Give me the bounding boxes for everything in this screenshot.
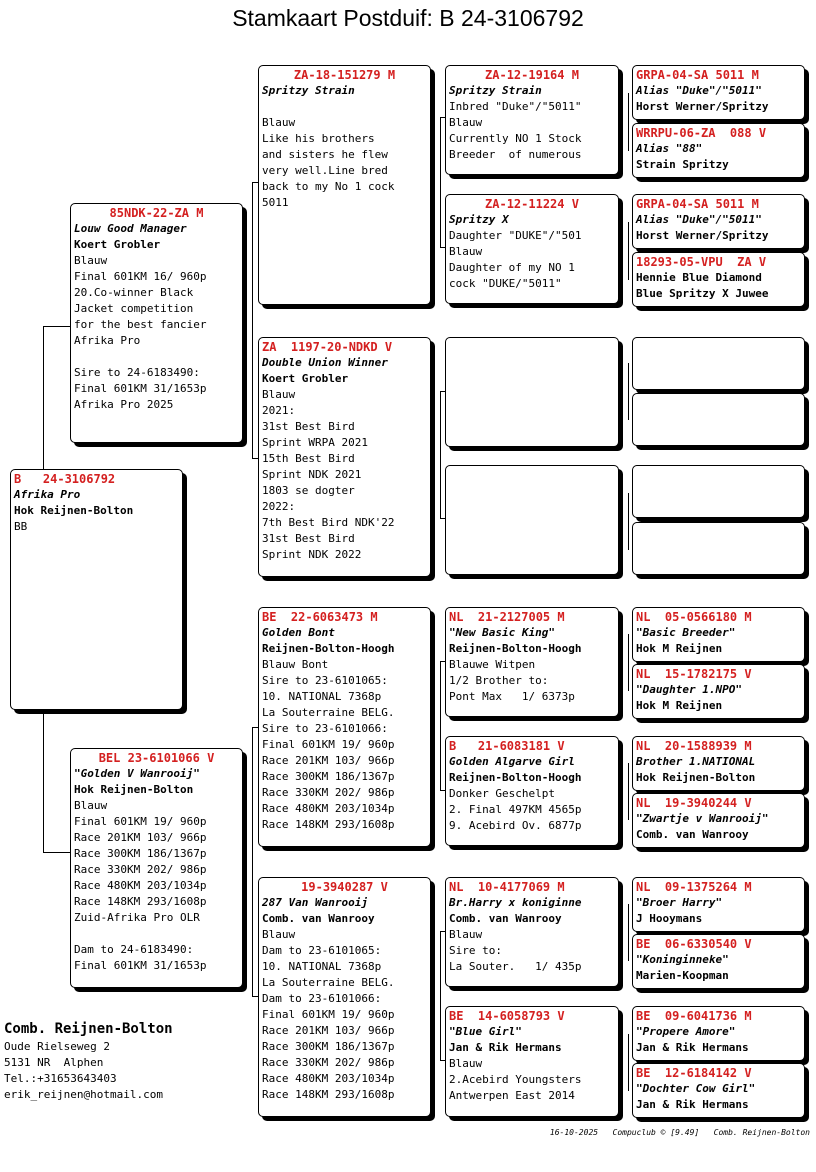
detail-line: and sisters he flew xyxy=(262,148,388,161)
pigeon-name: Afrika Pro xyxy=(14,488,81,501)
connector xyxy=(628,222,629,280)
owner: Horst Werner/Spritzy xyxy=(636,100,769,113)
detail-line: Sire to: xyxy=(449,944,502,957)
connector xyxy=(628,634,629,691)
owner: Reijnen-Bolton-Hoogh xyxy=(449,642,582,655)
detail-line: Blauw xyxy=(262,388,296,401)
detail-line: Blue Spritzy X Juwee xyxy=(636,287,769,300)
detail-line: Race 480KM 203/1034p xyxy=(262,1072,395,1085)
owner: Jan & Rik Hermans xyxy=(449,1041,562,1054)
pigeon-card-sire[interactable] xyxy=(70,203,243,443)
detail-line: Blauw xyxy=(449,928,483,941)
detail-line: Blauw xyxy=(262,116,296,129)
owner: Hennie Blue Diamond xyxy=(636,271,762,284)
breeder-name: Comb. Reijnen-Bolton xyxy=(4,1021,173,1037)
detail-line: Jacket competition xyxy=(74,302,194,315)
connector xyxy=(628,763,629,820)
detail-line: Blauw xyxy=(449,1057,483,1070)
ring-number: ZA-12-11224 V xyxy=(485,197,579,211)
ring-number: NL 19-3940244 V xyxy=(636,796,752,810)
detail-line: Pont Max 1/ 6373p xyxy=(449,690,575,703)
pigeon-card-sire-sire-sire[interactable] xyxy=(445,65,619,175)
detail-line: La Souterraine BELG. xyxy=(262,976,395,989)
connector xyxy=(43,852,70,853)
pigeon-card-gen5[interactable] xyxy=(632,664,805,719)
detail-line: Daughter of my NO 1 xyxy=(449,261,575,274)
ring-number: BE 14-6058793 V xyxy=(449,1009,565,1023)
detail-line: Race 480KM 203/1034p xyxy=(74,879,207,892)
detail-line: 10. NATIONAL 7368p xyxy=(262,960,382,973)
pigeon-name: "Zwartje v Wanrooij" xyxy=(636,812,769,825)
owner: Strain Spritzy xyxy=(636,158,729,171)
pigeon-card-dam-dam[interactable] xyxy=(258,877,431,1117)
detail-line: Afrika Pro xyxy=(74,334,141,347)
connector xyxy=(628,904,629,961)
pigeon-card-subject[interactable] xyxy=(10,469,183,710)
connector xyxy=(43,326,44,469)
detail-line: very well.Line bred xyxy=(262,164,388,177)
pigeon-name: "Daughter 1.NPO" xyxy=(636,683,742,696)
owner: Hok M Reijnen xyxy=(636,642,723,655)
footer-text: 16-10-2025 Compuclub © [9.49] Comb. Reijnen-Bolton xyxy=(549,1128,810,1137)
detail-line: Race 201KM 103/ 966p xyxy=(262,1024,395,1037)
pigeon-name: Golden Algarve Girl xyxy=(449,755,575,768)
detail-line: La Souter. 1/ 435p xyxy=(449,960,582,973)
owner: Marien-Koopman xyxy=(636,969,729,982)
detail-line: Zuid-Afrika Pro OLR xyxy=(74,911,200,924)
ring-number: ZA-12-19164 M xyxy=(485,68,579,82)
ring-number: NL 09-1375264 M xyxy=(636,880,752,894)
pigeon-name: Alias "88" xyxy=(636,142,703,155)
detail-line: 1803 se dogter xyxy=(262,484,355,497)
pigeon-card-gen5[interactable] xyxy=(632,877,805,932)
ring-number: GRPA-04-SA 5011 M xyxy=(636,68,759,82)
pigeon-card-gen5[interactable] xyxy=(632,1063,805,1118)
ring-number: BEL 23-6101066 V xyxy=(98,751,215,765)
detail-line: 5011 xyxy=(262,196,289,209)
detail-line: Blauwe Witpen xyxy=(449,658,536,671)
pigeon-card-dam-dam-sire[interactable] xyxy=(445,877,619,987)
ring-number: GRPA-04-SA 5011 M xyxy=(636,197,759,211)
ring-number: WRRPU-06-ZA 088 V xyxy=(636,126,767,140)
pigeon-card-dam-sire-sire[interactable] xyxy=(445,607,619,717)
detail-line: Sprint NDK 2021 xyxy=(262,468,362,481)
detail-line: 31st Best Bird xyxy=(262,532,355,545)
detail-line: Afrika Pro 2025 xyxy=(74,398,174,411)
connector xyxy=(440,391,441,519)
pigeon-card-empty[interactable] xyxy=(445,465,619,575)
owner: Daughter "DUKE"/"501 xyxy=(449,229,582,242)
owner: Hok Reijnen-Bolton xyxy=(636,771,756,784)
pigeon-name: "Golden V Wanrooij" xyxy=(74,767,200,780)
pigeon-name: "New Basic King" xyxy=(449,626,555,639)
pigeon-card-sire-sire-dam[interactable] xyxy=(445,194,619,304)
connector xyxy=(252,182,253,459)
detail-line xyxy=(74,926,239,942)
ring-number: NL 20-1588939 M xyxy=(636,739,752,753)
connector xyxy=(440,117,441,248)
detail-line: Blauw xyxy=(74,799,108,812)
detail-line: 2.Acebird Youngsters xyxy=(449,1073,582,1086)
detail-line: Sire to 23-6101066: xyxy=(262,722,388,735)
detail-line xyxy=(262,99,427,115)
pigeon-name: "Propere Amore" xyxy=(636,1025,736,1038)
breeder-city: 5131 NR Alphen xyxy=(4,1056,104,1069)
pigeon-card-sire-sire[interactable] xyxy=(258,65,431,305)
pigeon-name: Spritzy X xyxy=(449,213,509,226)
pigeon-name: Spritzy Strain xyxy=(449,84,542,97)
pigeon-card-gen5[interactable] xyxy=(632,123,805,178)
detail-line xyxy=(74,349,239,365)
owner: Jan & Rik Hermans xyxy=(636,1041,749,1054)
detail-line: back to my No 1 cock xyxy=(262,180,395,193)
ring-number: BE 06-6330540 V xyxy=(636,937,752,951)
connector xyxy=(628,363,629,420)
pigeon-card-gen5[interactable] xyxy=(632,65,805,120)
connector xyxy=(628,493,629,550)
breeder-email: erik_reijnen@hotmail.com xyxy=(4,1088,163,1101)
connector xyxy=(628,1034,629,1091)
pigeon-card-gen5[interactable] xyxy=(632,1006,805,1061)
ring-number: ZA 1197-20-NDKD V xyxy=(262,340,393,354)
owner: Inbred "Duke"/"5011" xyxy=(449,100,582,113)
detail-line: 15th Best Bird xyxy=(262,452,355,465)
detail-line: Blauw xyxy=(449,116,483,129)
detail-line: Race 300KM 186/1367p xyxy=(262,1040,395,1053)
detail-line: BB xyxy=(14,520,28,533)
ring-number: NL 15-1782175 V xyxy=(636,667,752,681)
ring-number: NL 05-0566180 M xyxy=(636,610,752,624)
pigeon-name: 287 Van Wanrooij xyxy=(262,896,368,909)
ring-number: B 21-6083181 V xyxy=(449,739,565,753)
ring-number: NL 21-2127005 M xyxy=(449,610,565,624)
ring-number: BE 09-6041736 M xyxy=(636,1009,752,1023)
pigeon-name: "Dochter Cow Girl" xyxy=(636,1082,756,1095)
detail-line: 9. Acebird Ov. 6877p xyxy=(449,819,582,832)
detail-line: Sire to 24-6183490: xyxy=(74,366,200,379)
ring-number: NL 10-4177069 M xyxy=(449,880,565,894)
owner: J Hooymans xyxy=(636,912,703,925)
detail-line: Race 330KM 202/ 986p xyxy=(74,863,207,876)
detail-line: 2022: xyxy=(262,500,296,513)
pigeon-name: "Blue Girl" xyxy=(449,1025,522,1038)
detail-line: 7th Best Bird NDK'22 xyxy=(262,516,395,529)
detail-line: 2. Final 497KM 4565p xyxy=(449,803,582,816)
detail-line: cock "DUKE/"5011" xyxy=(449,277,562,290)
detail-line: Dam to 24-6183490: xyxy=(74,943,194,956)
detail-line: Final 601KM 16/ 960p xyxy=(74,270,207,283)
connector xyxy=(43,710,44,853)
pigeon-card-dam[interactable] xyxy=(70,748,243,988)
pigeon-name: "Broer Harry" xyxy=(636,896,723,909)
breeder-info xyxy=(4,1019,173,1103)
detail-line: Final 601KM 19/ 960p xyxy=(262,738,395,751)
detail-line: Race 148KM 293/1608p xyxy=(262,1088,395,1101)
pigeon-name: Spritzy Strain xyxy=(262,84,355,97)
ring-number: 19-3940287 V xyxy=(301,880,388,894)
detail-line: 31st Best Bird xyxy=(262,420,355,433)
owner: Horst Werner/Spritzy xyxy=(636,229,769,242)
detail-line: Sire to 23-6101065: xyxy=(262,674,388,687)
detail-line: Race 300KM 186/1367p xyxy=(74,847,207,860)
detail-line: Race 300KM 186/1367p xyxy=(262,770,395,783)
detail-line: Final 601KM 31/1653p xyxy=(74,382,207,395)
detail-line: Sprint NDK 2022 xyxy=(262,548,362,561)
pigeon-card-dam-dam-dam[interactable] xyxy=(445,1006,619,1117)
pigeon-name: Golden Bont xyxy=(262,626,335,639)
detail-line: Blauw xyxy=(449,245,483,258)
detail-line: Donker Geschelpt xyxy=(449,787,555,800)
ring-number: ZA-18-151279 M xyxy=(293,68,396,82)
pigeon-name: Alias "Duke"/"5011" xyxy=(636,84,762,97)
ring-number: BE 12-6184142 V xyxy=(636,1066,752,1080)
pigeon-card-gen5[interactable] xyxy=(632,607,805,662)
pigeon-card-empty[interactable] xyxy=(445,337,619,447)
owner: Reijnen-Bolton-Hoogh xyxy=(262,642,395,655)
owner: Koert Grobler xyxy=(262,372,349,385)
detail-line: Final 601KM 31/1653p xyxy=(74,959,207,972)
pigeon-card-dam-sire[interactable] xyxy=(258,607,431,847)
pigeon-card-dam-sire-dam[interactable] xyxy=(445,736,619,846)
owner: Reijnen-Bolton-Hoogh xyxy=(449,771,582,784)
owner: Jan & Rik Hermans xyxy=(636,1098,749,1111)
detail-line: Race 148KM 293/1608p xyxy=(262,818,395,831)
pigeon-name: Br.Harry x koniginne xyxy=(449,896,582,909)
detail-line: Dam to 23-6101065: xyxy=(262,944,382,957)
owner: Comb. van Wanrooy xyxy=(262,912,375,925)
pigeon-name: Double Union Winner xyxy=(262,356,388,369)
pigeon-card-gen5[interactable] xyxy=(632,252,805,307)
detail-line: Blauw Bont xyxy=(262,658,329,671)
connector xyxy=(440,661,441,791)
owner: Koert Grobler xyxy=(74,238,161,251)
detail-line: Blauw xyxy=(262,928,296,941)
detail-line: 1/2 Brother to: xyxy=(449,674,549,687)
detail-line: Race 480KM 203/1034p xyxy=(262,802,395,815)
connector xyxy=(252,727,253,997)
detail-line: for the best fancier xyxy=(74,318,207,331)
pigeon-name: Brother 1.NATIONAL xyxy=(636,755,756,768)
detail-line: Race 201KM 103/ 966p xyxy=(262,754,395,767)
detail-line: 10. NATIONAL 7368p xyxy=(262,690,382,703)
pigeon-card-gen5[interactable] xyxy=(632,793,805,848)
pigeon-card-sire-dam[interactable] xyxy=(258,337,431,577)
pigeon-name: "Koninginneke" xyxy=(636,953,729,966)
detail-line: Breeder of numerous xyxy=(449,148,582,161)
detail-line: Antwerpen East 2014 xyxy=(449,1089,575,1102)
detail-line: Like his brothers xyxy=(262,132,375,145)
detail-line: 2021: xyxy=(262,404,296,417)
ring-number: BE 22-6063473 M xyxy=(262,610,378,624)
pigeon-card-empty[interactable] xyxy=(632,393,805,446)
ring-number: B 24-3106792 xyxy=(14,472,116,486)
pigeon-card-empty[interactable] xyxy=(632,337,805,390)
pigeon-name: Louw Good Manager xyxy=(74,222,187,235)
page-title: Stamkaart Postduif: B 24-3106792 xyxy=(232,5,584,31)
ring-number: 85NDK-22-ZA M xyxy=(109,206,204,220)
owner: Comb. van Wanrooy xyxy=(449,912,562,925)
detail-line: La Souterraine BELG. xyxy=(262,706,395,719)
owner: Hok Reijnen-Bolton xyxy=(14,504,134,517)
detail-line: 20.Co-winner Black xyxy=(74,286,194,299)
detail-line: Dam to 23-6101066: xyxy=(262,992,382,1005)
connector xyxy=(440,931,441,1061)
pigeon-name: Alias "Duke"/"5011" xyxy=(636,213,762,226)
owner: Hok M Reijnen xyxy=(636,699,723,712)
detail-line: Race 330KM 202/ 986p xyxy=(262,1056,395,1069)
detail-line: Final 601KM 19/ 960p xyxy=(74,815,207,828)
ring-number: 18293-05-VPU ZA V xyxy=(636,255,767,269)
breeder-phone: Tel.:+31653643403 xyxy=(4,1072,117,1085)
breeder-address: Oude Rielseweg 2 xyxy=(4,1040,110,1053)
pigeon-card-gen5[interactable] xyxy=(632,934,805,989)
pigeon-card-empty[interactable] xyxy=(632,465,805,518)
detail-line: Final 601KM 19/ 960p xyxy=(262,1008,395,1021)
pigeon-name: "Basic Breeder" xyxy=(636,626,736,639)
pigeon-card-empty[interactable] xyxy=(632,522,805,575)
connector xyxy=(43,326,70,327)
detail-line: Race 330KM 202/ 986p xyxy=(262,786,395,799)
owner: Hok Reijnen-Bolton xyxy=(74,783,194,796)
detail-line: Race 201KM 103/ 966p xyxy=(74,831,207,844)
owner: Comb. van Wanrooy xyxy=(636,828,749,841)
detail-line: Race 148KM 293/1608p xyxy=(74,895,207,908)
detail-line: Currently NO 1 Stock xyxy=(449,132,582,145)
connector xyxy=(628,93,629,151)
pigeon-card-gen5[interactable] xyxy=(632,194,805,249)
pigeon-card-gen5[interactable] xyxy=(632,736,805,791)
detail-line: Sprint WRPA 2021 xyxy=(262,436,368,449)
detail-line: Blauw xyxy=(74,254,108,267)
